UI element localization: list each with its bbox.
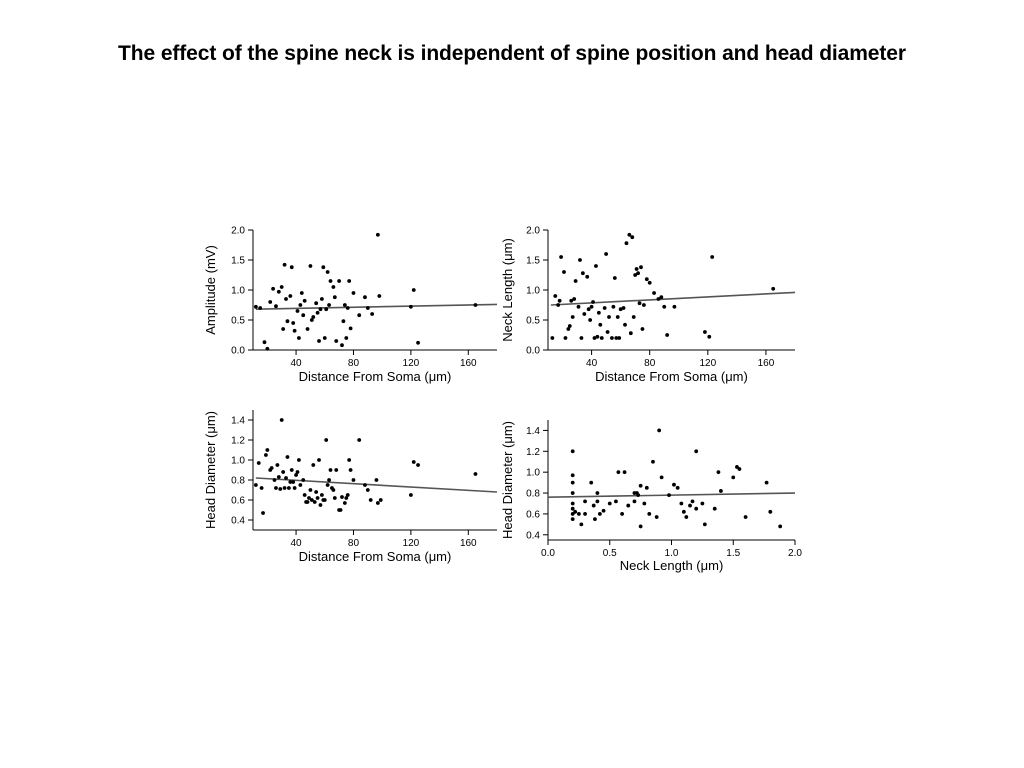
data-point xyxy=(290,265,294,269)
x-tick-label: 1.0 xyxy=(664,548,679,559)
data-point xyxy=(647,512,651,516)
data-point xyxy=(556,303,560,307)
data-point xyxy=(333,496,337,500)
data-point xyxy=(778,525,782,529)
y-tick-label: 1.2 xyxy=(526,446,540,458)
data-point xyxy=(606,330,610,334)
data-point xyxy=(263,340,267,344)
data-point xyxy=(657,429,661,433)
data-point xyxy=(694,449,698,453)
data-point xyxy=(409,305,413,309)
data-point xyxy=(602,509,606,513)
data-point xyxy=(597,311,601,315)
data-point xyxy=(329,279,333,283)
data-point xyxy=(598,323,602,327)
data-point xyxy=(593,517,597,521)
data-point xyxy=(376,501,380,505)
data-point xyxy=(659,295,663,299)
data-point xyxy=(346,306,350,310)
x-tick-label: 40 xyxy=(586,358,598,369)
data-point xyxy=(260,486,264,490)
panel-a xyxy=(203,226,497,385)
data-point xyxy=(331,488,335,492)
data-point xyxy=(334,468,338,472)
x-tick-label: 80 xyxy=(347,538,360,549)
data-point xyxy=(655,515,659,519)
data-point xyxy=(610,336,614,340)
data-point xyxy=(333,295,337,299)
data-point xyxy=(700,502,704,506)
x-axis-label: Distance From Soma (μm) xyxy=(595,369,748,384)
data-point xyxy=(284,297,288,301)
data-point xyxy=(317,339,321,343)
data-point xyxy=(309,264,313,268)
y-tick-label: 0.6 xyxy=(526,509,540,521)
data-point xyxy=(660,475,664,479)
data-point xyxy=(363,295,367,299)
data-point xyxy=(326,483,330,487)
data-point xyxy=(598,512,602,516)
data-point xyxy=(293,486,297,490)
y-tick-label: 1.4 xyxy=(231,415,245,427)
data-point xyxy=(579,522,583,526)
data-point xyxy=(580,336,584,340)
data-point xyxy=(320,297,324,301)
data-point xyxy=(731,475,735,479)
data-point xyxy=(280,285,284,289)
y-tick-label: 1.0 xyxy=(231,455,245,467)
data-point xyxy=(627,233,631,237)
data-point xyxy=(662,305,666,309)
data-point xyxy=(314,490,318,494)
y-tick-label: 1.0 xyxy=(526,285,540,297)
data-point xyxy=(474,472,478,476)
y-tick-label: 0.8 xyxy=(526,488,540,500)
x-axis-label: Distance From Soma (μm) xyxy=(298,369,452,384)
data-point xyxy=(340,495,344,499)
data-point xyxy=(474,303,478,307)
data-point xyxy=(340,343,344,347)
data-point xyxy=(620,512,624,516)
x-tick-label: 40 xyxy=(290,538,302,549)
data-point xyxy=(254,305,258,309)
data-point xyxy=(600,336,604,340)
data-point xyxy=(375,478,379,482)
data-point xyxy=(331,285,335,289)
data-point xyxy=(344,336,348,340)
data-point xyxy=(416,463,420,467)
data-point xyxy=(581,271,585,275)
data-point xyxy=(564,336,568,340)
data-point xyxy=(607,315,611,319)
data-point xyxy=(379,498,383,502)
data-point xyxy=(283,263,287,267)
y-tick-label: 1.5 xyxy=(231,255,245,267)
data-point xyxy=(571,491,575,495)
y-tick-label: 0.6 xyxy=(231,495,245,507)
data-point xyxy=(412,288,416,292)
data-point xyxy=(639,265,643,269)
data-point xyxy=(571,315,575,319)
data-point xyxy=(594,264,598,268)
data-point xyxy=(694,507,698,511)
data-point xyxy=(277,475,281,479)
x-tick-label: 80 xyxy=(644,358,656,369)
data-point xyxy=(298,303,302,307)
data-point xyxy=(291,480,295,484)
data-point xyxy=(744,515,748,519)
data-point xyxy=(639,525,643,529)
data-point xyxy=(319,503,323,507)
data-point xyxy=(264,453,268,457)
data-point xyxy=(611,305,615,309)
data-point xyxy=(286,455,290,459)
x-tick-label: 0.0 xyxy=(541,548,555,559)
data-point xyxy=(277,290,281,294)
x-tick-label: 1.5 xyxy=(726,548,741,559)
data-point xyxy=(357,313,361,317)
data-point xyxy=(284,476,288,480)
data-point xyxy=(286,319,290,323)
data-point xyxy=(306,327,310,331)
data-point xyxy=(738,467,742,471)
y-axis-label: Head Diameter (μm) xyxy=(203,410,218,530)
y-tick-label: 1.5 xyxy=(526,255,540,267)
data-point xyxy=(577,305,581,309)
y-tick-label: 0.5 xyxy=(231,315,245,327)
data-point xyxy=(300,291,304,295)
data-point xyxy=(578,258,582,262)
data-point xyxy=(571,517,575,521)
y-tick-label: 1.2 xyxy=(231,435,245,447)
data-point xyxy=(636,493,640,497)
data-point xyxy=(258,306,262,310)
data-point xyxy=(635,267,639,271)
data-point xyxy=(274,486,278,490)
data-point xyxy=(324,307,328,311)
data-point xyxy=(265,347,269,351)
data-point xyxy=(589,481,593,485)
data-point xyxy=(571,473,575,477)
data-point xyxy=(316,496,320,500)
data-point xyxy=(320,493,324,497)
data-point xyxy=(652,291,656,295)
data-point xyxy=(316,311,320,315)
data-point xyxy=(633,499,637,503)
x-tick-label: 80 xyxy=(347,358,360,369)
data-point xyxy=(271,287,275,291)
data-point xyxy=(571,507,575,511)
data-point xyxy=(676,486,680,490)
data-point xyxy=(287,486,291,490)
data-point xyxy=(645,277,649,281)
data-point xyxy=(301,313,305,317)
data-point xyxy=(370,312,374,316)
data-point xyxy=(574,279,578,283)
data-point xyxy=(352,478,356,482)
data-point xyxy=(347,458,351,462)
data-point xyxy=(648,281,652,285)
x-axis-label: Distance From Soma (μm) xyxy=(298,549,452,564)
y-tick-label: 0.0 xyxy=(526,345,540,357)
data-point xyxy=(703,330,707,334)
data-point xyxy=(717,470,721,474)
data-point xyxy=(357,438,361,442)
y-tick-label: 2.0 xyxy=(526,225,540,237)
y-tick-label: 0.4 xyxy=(231,515,245,527)
data-point xyxy=(376,233,380,237)
data-point xyxy=(587,307,591,311)
data-point xyxy=(573,510,577,514)
data-point xyxy=(614,499,618,503)
data-point xyxy=(306,500,310,504)
data-point xyxy=(343,501,347,505)
data-point xyxy=(616,315,620,319)
data-point xyxy=(672,483,676,487)
data-point xyxy=(572,297,576,301)
data-point xyxy=(254,483,258,487)
data-point xyxy=(323,498,327,502)
data-point xyxy=(349,327,353,331)
data-point xyxy=(268,300,272,304)
data-point xyxy=(604,252,608,256)
data-point xyxy=(684,515,688,519)
data-point xyxy=(326,270,330,274)
data-point xyxy=(679,502,683,506)
data-point xyxy=(297,458,301,462)
x-tick-label: 160 xyxy=(459,538,477,549)
data-point xyxy=(559,255,563,259)
data-point xyxy=(366,488,370,492)
y-tick-label: 1.0 xyxy=(526,467,540,479)
data-point xyxy=(639,484,643,488)
data-point xyxy=(667,493,671,497)
data-point xyxy=(583,499,587,503)
data-point xyxy=(323,336,327,340)
data-point xyxy=(339,508,343,512)
data-point xyxy=(582,312,586,316)
data-point xyxy=(296,470,300,474)
y-axis-label: Amplitude (mV) xyxy=(203,245,218,335)
regression-line xyxy=(548,493,795,497)
data-point xyxy=(603,306,607,310)
data-point xyxy=(626,504,630,508)
data-point xyxy=(347,279,351,283)
data-point xyxy=(771,287,775,291)
data-point xyxy=(321,265,325,269)
data-point xyxy=(596,499,600,503)
data-point xyxy=(309,488,313,492)
panel-d xyxy=(500,420,802,573)
x-tick-label: 2.0 xyxy=(788,548,802,559)
data-point xyxy=(630,235,634,239)
data-point xyxy=(369,498,373,502)
data-point xyxy=(625,241,629,245)
data-point xyxy=(583,512,587,516)
data-point xyxy=(311,315,315,319)
panel-c xyxy=(203,410,497,564)
data-point xyxy=(642,303,646,307)
data-point xyxy=(571,502,575,506)
data-point xyxy=(642,502,646,506)
data-point xyxy=(280,418,284,422)
data-point xyxy=(352,291,356,295)
data-point xyxy=(623,470,627,474)
data-point xyxy=(673,305,677,309)
data-point xyxy=(585,275,589,279)
y-axis-label: Head Diameter (μm) xyxy=(500,420,515,540)
data-point xyxy=(274,304,278,308)
data-point xyxy=(713,507,717,511)
data-point xyxy=(349,468,353,472)
data-point xyxy=(651,460,655,464)
data-point xyxy=(337,279,341,283)
data-point xyxy=(290,468,294,472)
data-point xyxy=(319,307,323,311)
data-point xyxy=(613,276,617,280)
data-point xyxy=(327,303,331,307)
data-point xyxy=(303,493,307,497)
x-tick-label: 120 xyxy=(402,538,420,549)
panel-b xyxy=(500,226,795,385)
data-point xyxy=(257,461,261,465)
data-point xyxy=(550,336,554,340)
data-point xyxy=(265,448,269,452)
data-point xyxy=(608,502,612,506)
data-point xyxy=(293,329,297,333)
data-point xyxy=(377,294,381,298)
data-point xyxy=(710,255,714,259)
y-axis-label: Neck Length (μm) xyxy=(500,238,515,342)
data-point xyxy=(313,500,317,504)
y-tick-label: 2.0 xyxy=(231,225,245,237)
data-point xyxy=(577,512,581,516)
y-tick-label: 0.5 xyxy=(526,315,540,327)
data-point xyxy=(324,438,328,442)
data-point xyxy=(568,324,572,328)
data-point xyxy=(298,483,302,487)
data-point xyxy=(296,309,300,313)
x-tick-label: 160 xyxy=(757,358,775,369)
x-tick-label: 120 xyxy=(402,358,420,369)
data-point xyxy=(343,303,347,307)
data-point xyxy=(327,478,331,482)
data-point xyxy=(288,294,292,298)
data-point xyxy=(409,493,413,497)
data-point xyxy=(297,336,301,340)
data-point xyxy=(412,460,416,464)
x-axis-label: Neck Length (μm) xyxy=(619,558,724,573)
data-point xyxy=(558,299,562,303)
data-point xyxy=(636,271,640,275)
y-tick-label: 1.4 xyxy=(526,425,540,437)
data-point xyxy=(317,458,321,462)
data-point xyxy=(278,487,282,491)
data-point xyxy=(719,489,723,493)
data-point xyxy=(314,301,318,305)
data-point xyxy=(638,301,642,305)
data-point xyxy=(562,270,566,274)
data-point xyxy=(311,463,315,467)
data-point xyxy=(703,522,707,526)
y-tick-label: 0.0 xyxy=(231,345,245,357)
data-point xyxy=(765,481,769,485)
data-point xyxy=(329,468,333,472)
x-tick-label: 0.5 xyxy=(602,548,617,559)
data-point xyxy=(334,339,338,343)
x-tick-label: 160 xyxy=(459,358,477,369)
data-point xyxy=(707,335,711,339)
x-tick-label: 40 xyxy=(290,358,302,369)
data-point xyxy=(283,486,287,490)
x-tick-label: 120 xyxy=(699,358,717,369)
data-point xyxy=(592,504,596,508)
data-point xyxy=(291,321,295,325)
data-point xyxy=(276,463,280,467)
data-point xyxy=(273,478,277,482)
data-point xyxy=(768,510,772,514)
data-point xyxy=(281,470,285,474)
data-point xyxy=(641,327,645,331)
data-point xyxy=(346,493,350,497)
data-point xyxy=(553,294,557,298)
data-point xyxy=(688,504,692,508)
data-point xyxy=(590,305,594,309)
data-point xyxy=(270,466,274,470)
data-point xyxy=(629,331,633,335)
data-point xyxy=(571,481,575,485)
data-point xyxy=(588,318,592,322)
regression-line xyxy=(551,292,795,305)
data-point xyxy=(617,336,621,340)
data-point xyxy=(616,470,620,474)
data-point xyxy=(416,341,420,345)
data-point xyxy=(342,319,346,323)
data-point xyxy=(596,335,600,339)
data-point xyxy=(261,511,265,515)
data-point xyxy=(623,323,627,327)
data-point xyxy=(303,299,307,303)
data-point xyxy=(571,449,575,453)
data-point xyxy=(691,499,695,503)
data-point xyxy=(682,510,686,514)
data-point xyxy=(622,306,626,310)
y-tick-label: 1.0 xyxy=(231,285,245,297)
data-point xyxy=(645,486,649,490)
slide-title: The effect of the spine neck is independent of spine position and head diameter xyxy=(118,42,906,65)
data-point xyxy=(281,327,285,331)
data-point xyxy=(301,478,305,482)
data-point xyxy=(363,483,367,487)
y-tick-label: 0.8 xyxy=(231,475,245,487)
data-point xyxy=(366,306,370,310)
data-point xyxy=(596,491,600,495)
data-point xyxy=(632,315,636,319)
regression-line xyxy=(256,304,497,309)
y-tick-label: 0.4 xyxy=(526,530,540,542)
data-point xyxy=(665,333,669,337)
data-point xyxy=(591,300,595,304)
